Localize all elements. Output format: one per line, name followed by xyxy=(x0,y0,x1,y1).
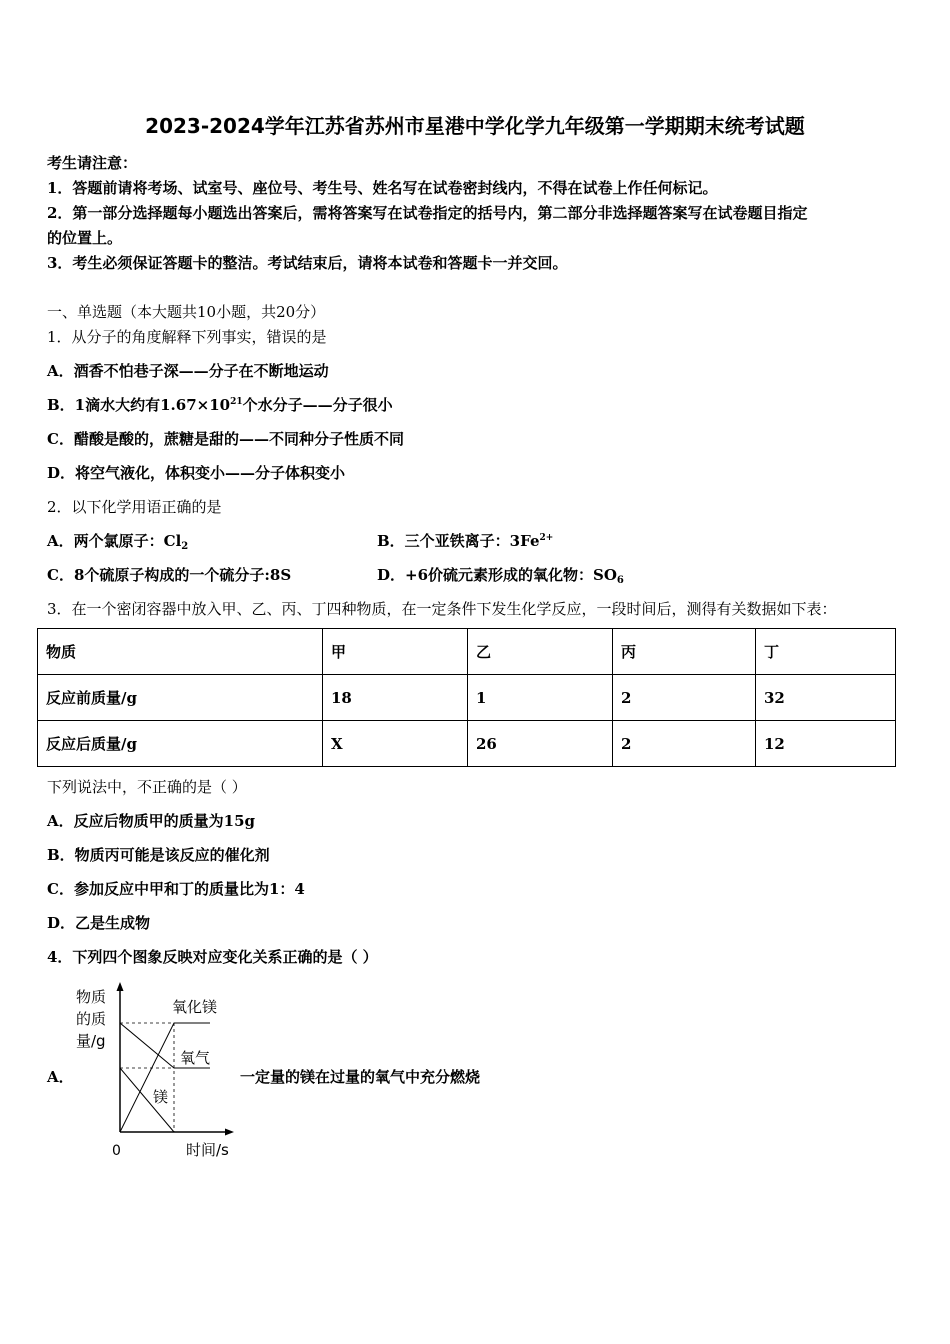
q2-option-b-charge: 2+ xyxy=(539,533,554,543)
table-cell: 26 xyxy=(468,721,613,767)
table-row xyxy=(38,721,896,767)
x-axis-arrow-icon xyxy=(225,1129,234,1136)
table-cell: 18 xyxy=(323,675,468,721)
mg-label: 镁 xyxy=(153,1088,169,1106)
q2-option-c: C．8个硫原子构成的一个硫分子:8S xyxy=(47,566,292,584)
table-cell: 1 xyxy=(468,675,613,721)
table-header-cell: 物质 xyxy=(38,629,323,675)
table-cell: 反应前质量/g xyxy=(38,675,323,721)
q4-option-a-label: A． xyxy=(47,1068,74,1086)
q3-data-table xyxy=(37,628,896,767)
notice-item-2-cont: 的位置上。 xyxy=(47,229,123,247)
q2-option-d-subscript: 6 xyxy=(616,575,624,586)
q3-option-c: C．参加反应中甲和丁的质量比为1：4 xyxy=(47,880,305,898)
table-cell: 12 xyxy=(756,721,896,767)
q4-mass-time-graph xyxy=(70,980,250,1160)
table-header-cell: 丙 xyxy=(613,629,756,675)
q1-option-b-text: B．1滴水大约有1.67×10 xyxy=(47,396,231,414)
q1-option-a: A．酒香不怕巷子深——分子在不断地运动 xyxy=(47,362,329,380)
q3-option-b: B．物质丙可能是该反应的催化剂 xyxy=(47,846,270,864)
table-header-cell: 甲 xyxy=(323,629,468,675)
notice-item-1: 1．答题前请将考场、试室号、座位号、考生号、姓名写在试卷密封线内，不得在试卷上作任何标记。 xyxy=(47,179,718,197)
graph-origin-label: 0 xyxy=(112,1143,121,1159)
notice-heading: 考生请注意： xyxy=(47,154,138,172)
q1-option-b-tail: 个水分子——分子很小 xyxy=(242,396,393,414)
q2-option-b-text: B．三个亚铁离子：3Fe xyxy=(377,532,540,550)
y-axis-label-line-3: 量/g xyxy=(76,1032,106,1050)
notice-item-3: 3．考生必须保证答题卡的整洁。考试结束后，请将本试卷和答题卡一并交回。 xyxy=(47,254,568,272)
q4-stem: 4．下列四个图象反映对应变化关系正确的是（ ） xyxy=(47,948,378,966)
mgo-curve xyxy=(120,1023,210,1132)
q2-option-a xyxy=(47,530,188,551)
q2-option-a-text: A．两个氯原子：Cl xyxy=(47,532,182,550)
q1-option-d: D．将空气液化，体积变小——分子体积变小 xyxy=(47,464,346,482)
q3-follow-up: 下列说法中，不正确的是（ ） xyxy=(47,778,247,796)
q1-option-c: C．醋酸是酸的，蔗糖是甜的——不同种分子性质不同 xyxy=(47,430,404,448)
table-cell: 2 xyxy=(613,721,756,767)
table-header-cell: 丁 xyxy=(756,629,896,675)
table-cell: X xyxy=(323,721,468,767)
q1-option-b-exponent: 21 xyxy=(230,397,243,407)
q1-stem: 1．从分子的角度解释下列事实，错误的是 xyxy=(47,328,327,346)
q3-option-d: D．乙是生成物 xyxy=(47,914,151,932)
table-cell: 反应后质量/g xyxy=(38,721,323,767)
q3-stem: 3．在一个密闭容器中放入甲、乙、丙、丁四种物质，在一定条件下发生化学反应，一段时间后，测得有关数据如下表： xyxy=(47,600,837,618)
y-axis-label-line-1: 物质 xyxy=(76,988,107,1006)
q2-option-a-subscript: 2 xyxy=(181,541,189,552)
table-cell: 2 xyxy=(613,675,756,721)
q3-option-a: A．反应后物质甲的质量为15g xyxy=(47,812,256,830)
y-axis-arrow-icon xyxy=(117,982,124,991)
q2-stem: 2．以下化学用语正确的是 xyxy=(47,498,222,516)
y-axis-label-line-2: 的质 xyxy=(76,1010,107,1028)
q2-option-b xyxy=(377,530,553,551)
q4-option-a-description: 一定量的镁在过量的氧气中充分燃烧 xyxy=(240,1068,481,1086)
q2-option-d-text: D．+6价硫元素形成的氧化物：SO xyxy=(377,566,617,584)
table-cell: 32 xyxy=(756,675,896,721)
q2-option-d xyxy=(377,564,624,585)
o2-label: 氧气 xyxy=(180,1049,211,1067)
x-axis-label: 时间/s xyxy=(186,1141,229,1159)
notice-item-2: 2．第一部分选择题每小题选出答案后，需将答案写在试卷指定的括号内，第二部分非选择题答案写在试卷题目指定 xyxy=(47,204,808,222)
q1-option-b xyxy=(47,394,393,415)
section-heading: 一、单选题（本大题共10小题，共20分） xyxy=(47,303,326,321)
mgo-label: 氧化镁 xyxy=(172,998,218,1016)
table-header-cell: 乙 xyxy=(468,629,613,675)
page-title: 2023-2024学年江苏省苏州市星港中学化学九年级第一学期期末统考试题 xyxy=(145,114,805,138)
table-header-row xyxy=(38,629,896,675)
table-row xyxy=(38,675,896,721)
